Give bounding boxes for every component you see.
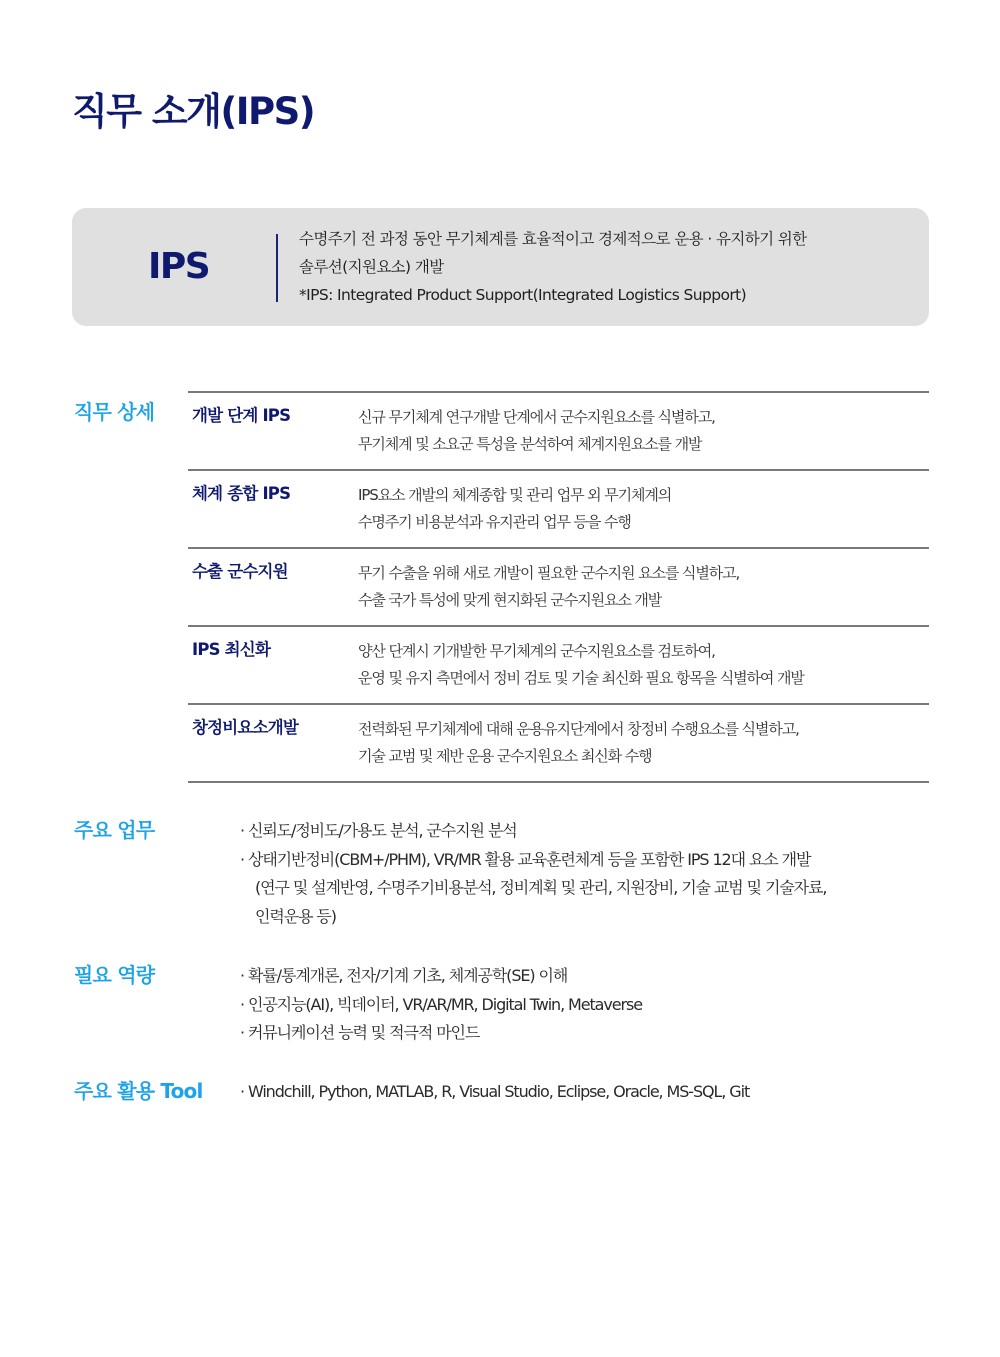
detail-desc-line: 수명주기 비용분석과 유지관리 업무 등을 수행 [358,513,631,531]
detail-row [188,547,929,625]
detail-desc-line: 운영 및 유지 측면에서 정비 검토 및 기술 최신화 필요 항목을 식별하여 개발 [358,669,804,687]
ips-summary-box [72,208,929,326]
tools-list [240,1078,749,1107]
detail-description [358,404,715,458]
detail-description [358,560,739,614]
section-label-job-detail: 직무 상세 [74,400,155,424]
detail-row [188,469,929,547]
section-label-tools: 주요 활용 Tool [74,1079,203,1103]
detail-desc-line: IPS요소 개발의 체계종합 및 관리 업무 외 무기체계의 [358,486,672,504]
summary-description [299,225,807,309]
detail-desc-line: 신규 무기체계 연구개발 단계에서 군수지원요소를 식별하고, [358,408,715,426]
detail-row [188,625,929,703]
summary-line: 수명주기 전 과정 동안 무기체계를 효율적이고 경제적으로 운용 · 유지하기 위한 [299,230,807,248]
list-item: · 커뮤니케이션 능력 및 적극적 마인드 [240,1023,480,1042]
summary-label: IPS [148,246,210,287]
detail-description [358,716,799,770]
required-skills-list [240,962,642,1048]
list-item: · 상태기반정비(CBM+/PHM), VR/MR 활용 교육훈련체계 등을 포함한 IPS 12대 요소 개발 [240,849,811,869]
detail-desc-line: 무기 수출을 위해 새로 개발이 필요한 군수지원 요소를 식별하고, [358,564,740,582]
page-title: 직무 소개(IPS) [72,90,315,133]
detail-description [358,482,671,536]
detail-row [188,703,929,783]
detail-description [358,638,804,692]
detail-name: 체계 종합 IPS [192,484,291,503]
detail-name: 창정비요소개발 [192,718,298,737]
detail-desc-line: 무기체계 및 소요군 특성을 분석하여 체계지원요소를 개발 [358,435,702,453]
detail-desc-line: 양산 단계시 기개발한 무기체계의 군수지원요소를 검토하여, [358,642,715,660]
list-item: · 신뢰도/정비도/가용도 분석, 군수지원 분석 [240,821,517,840]
summary-divider [276,234,278,302]
job-detail-table [188,391,929,783]
detail-row [188,391,929,469]
detail-name: 수출 군수지원 [192,562,288,581]
detail-name: IPS 최신화 [192,640,271,659]
list-item: · 인공지능(AI), 빅데이터, VR/AR/MR, Digital Twin, Metaverse [240,994,642,1014]
section-label-required-skills: 필요 역량 [74,963,155,987]
list-item: · 확률/통계개론, 전자/기계 기초, 체계공학(SE) 이해 [240,966,568,985]
detail-name: 개발 단계 IPS [192,406,291,425]
detail-desc-line: 수출 국가 특성에 맞게 현지화된 군수지원요소 개발 [358,591,662,609]
section-label-main-tasks: 주요 업무 [74,818,155,842]
list-item: · Windchill, Python, MATLAB, R, Visual Studio, Eclipse, Oracle, MS-SQL, Git [240,1082,750,1101]
list-item-continuation: 인력운용 등) [255,906,336,926]
main-tasks-list [240,817,826,931]
detail-desc-line: 기술 교범 및 제반 운용 군수지원요소 최신화 수행 [358,747,652,765]
list-item-continuation: (연구 및 설계반영, 수명주기비용분석, 정비계획 및 관리, 지원장비, 기술 교범 및 기술자료, [255,878,827,897]
detail-desc-line: 전력화된 무기체계에 대해 운용유지단계에서 창정비 수행요소를 식별하고, [358,720,799,738]
summary-line: 솔루션(지원요소) 개발 [299,258,444,276]
summary-line: *IPS: Integrated Product Support(Integrated Logistics Support) [299,286,747,304]
